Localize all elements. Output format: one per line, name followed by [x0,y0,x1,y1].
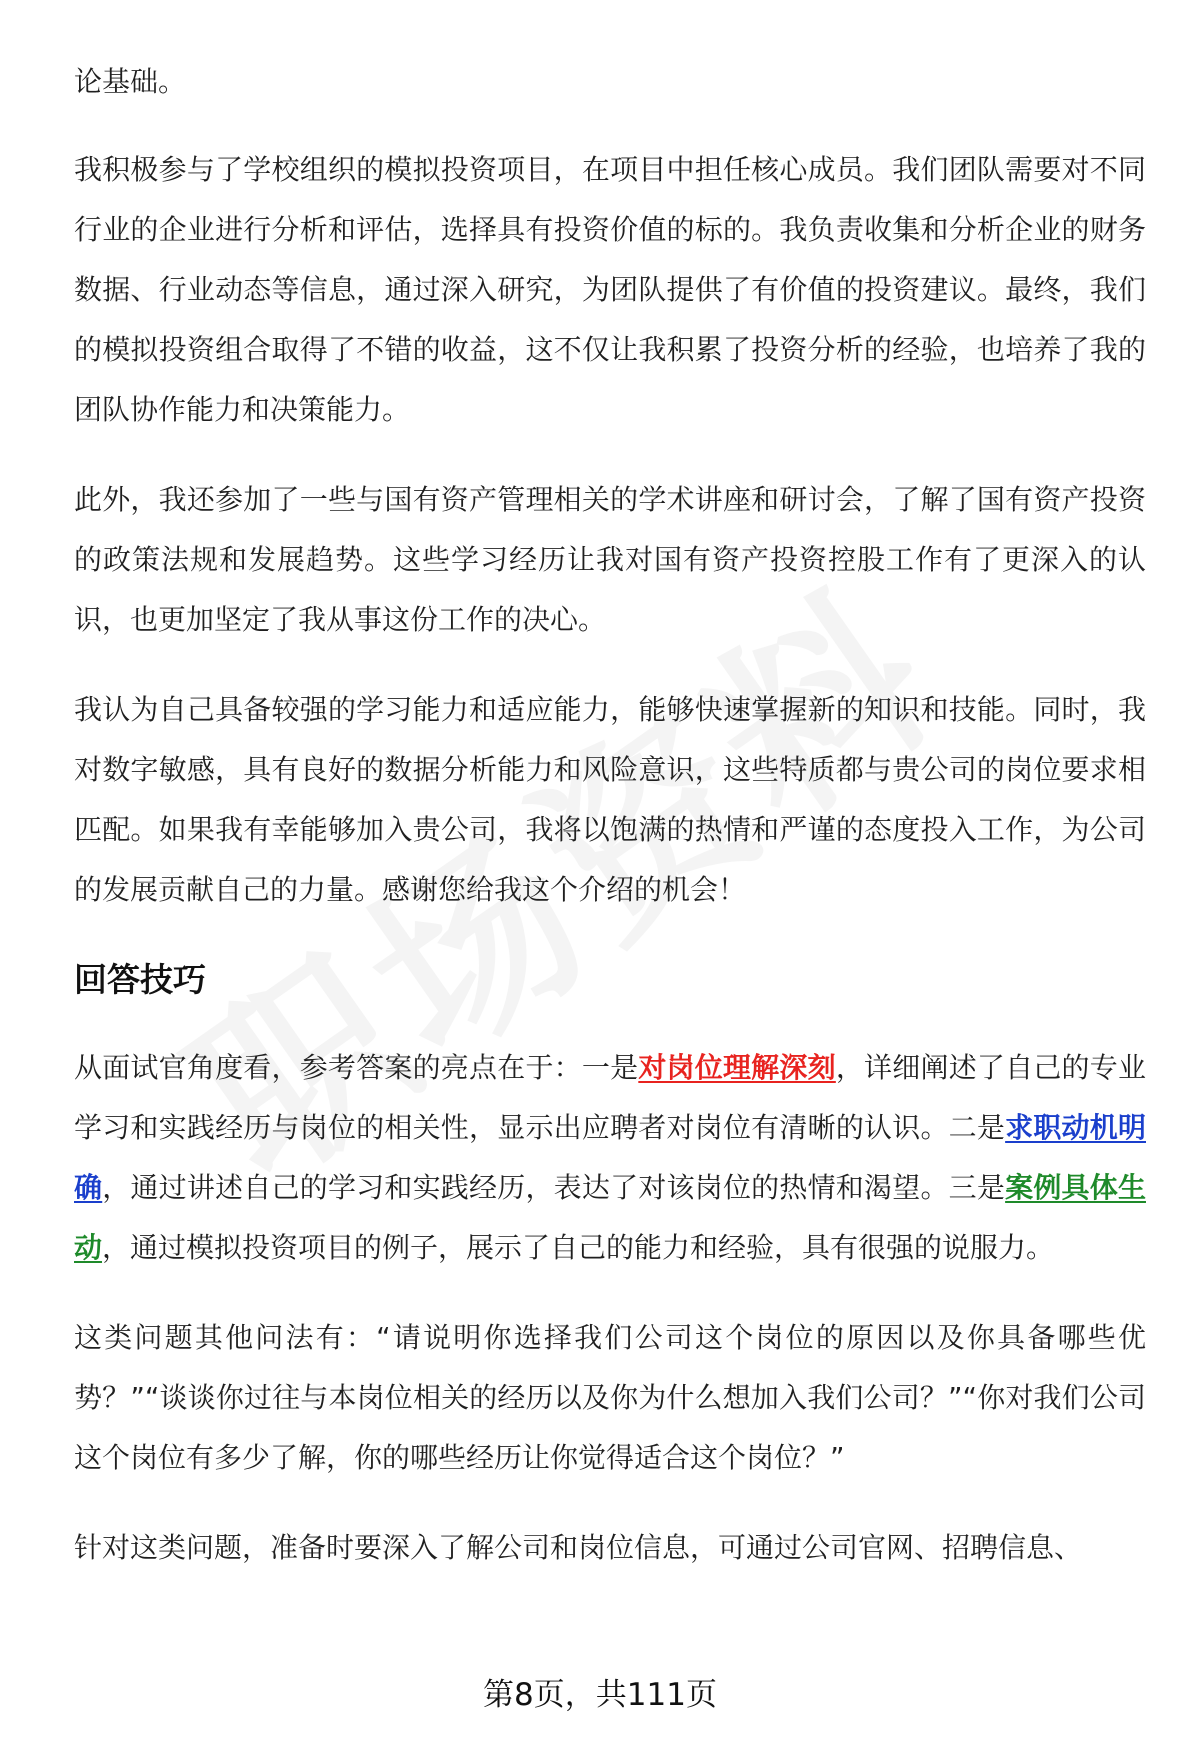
page-number: 第8页，共111页 [483,1677,717,1713]
section-heading: 回答技巧 [74,960,206,999]
tips-text-1: 从面试官角度看，参考答案的亮点在于：一是 [74,1051,639,1084]
highlight-cases: 案例具体生动 [74,1171,1146,1264]
paragraph-continuation: 论基础。 [74,65,187,98]
tips-text-2: ，详细阐述了自己的专业学习和实践经历与岗位的相关性，显示出应聘者对岗位有清晰的认识。二是 [74,1051,1146,1144]
paragraph-abilities: 我认为自己具备较强的学习能力和适应能力，能够快速掌握新的知识和技能。同时，我对数字敏感，具有良好的数据分析能力和风险意识，这些特质都与贵公司的岗位要求相匹配。如果我有幸能够加入贵公司，我将以饱满的热情和严谨的态度投入工作，为公司的发展贡献自己的力量。感谢您给我这个介绍的机会！ [74,693,1146,906]
highlight-understanding: 对岗位理解深刻 [638,1051,836,1084]
document-page [74,52,1146,1608]
paragraph-other-questions: 这类问题其他问法有：“请说明你选择我们公司这个岗位的原因以及你具备哪些优势？”“谈谈你过往与本岗位相关的经历以及你为什么想加入我们公司？”“你对我们公司这个岗位有多少了解，你的哪些经历让你觉得适合这个岗位？” [74,1321,1146,1474]
paragraph-simulated-investment: 我积极参与了学校组织的模拟投资项目，在项目中担任核心成员。我们团队需要对不同行业的企业进行分析和评估，选择具有投资价值的标的。我负责收集和分析企业的财务数据、行业动态等信息，通过深入研究，为团队提供了有价值的投资建议。最终，我们的模拟投资组合取得了不错的收益，这不仅让我积累了投资分析的经验，也培养了我的团队协作能力和决策能力。 [74,153,1146,426]
highlight-motivation: 求职动机明确 [74,1111,1146,1204]
paragraph-preparation: 针对这类问题，准备时要深入了解公司和岗位信息，可通过公司官网、招聘信息、 [74,1531,1083,1564]
tips-text-3: ，通过讲述自己的学习和实践经历，表达了对该岗位的热情和渴望。三是 [102,1171,1006,1204]
paragraph-tips [74,1038,1146,1278]
tips-text-4: ，通过模拟投资项目的例子，展示了自己的能力和经验，具有很强的说服力。 [102,1231,1055,1264]
paragraph-lectures: 此外，我还参加了一些与国有资产管理相关的学术讲座和研讨会，了解了国有资产投资的政策法规和发展趋势。这些学习经历让我对国有资产投资控股工作有了更深入的认识，也更加坚定了我从事这份工作的决心。 [74,483,1146,636]
